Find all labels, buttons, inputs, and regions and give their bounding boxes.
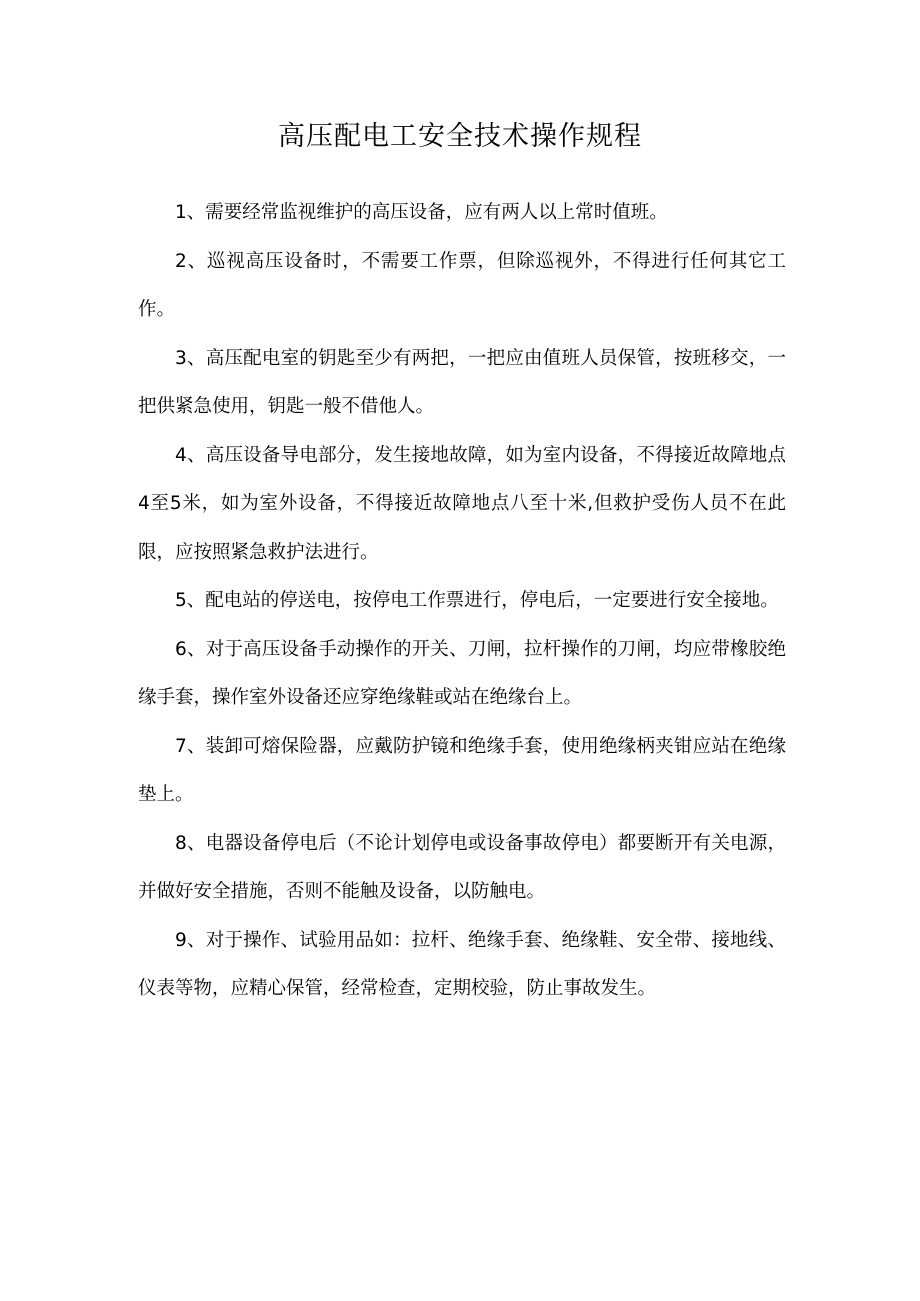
rule-paragraph-1: 1、需要经常监视维护的高压设备，应有两人以上常时值班。 [175,202,668,223]
rule-paragraph-6: 6、对于高压设备手动操作的开关、刀闸，拉杆操作的刀闸，均应带橡胶绝缘手套，操作室外设备还应穿绝缘鞋或站在绝缘台上。 [138,638,786,708]
rule-paragraph-7: 7、装卸可熔保险器，应戴防护镜和绝缘手套，使用绝缘柄夹钳应站在绝缘垫上。 [138,735,786,805]
rule-paragraph-8: 8、电器设备停电后（不论计划停电或设备事故停电）都要断开有关电源，并做好安全措施，否则不能触及设备，以防触电。 [138,832,786,902]
rule-paragraph-3: 3、高压配电室的钥匙至少有两把，一把应由值班人员保管，按班移交，一把供紧急使用，钥匙一般不借他人。 [138,347,786,417]
document-body [138,189,786,1014]
rule-paragraph-9: 9、对于操作、试验用品如：拉杆、绝缘手套、绝缘鞋、安全带、接地线、仪表等物，应精心保管，经常检查，定期校验，防止事故发生。 [138,929,786,999]
rule-paragraph-5: 5、配电站的停送电，按停电工作票进行，停电后，一定要进行安全接地。 [175,590,779,611]
rule-paragraph-4: 4、高压设备导电部分，发生接地故障，如为室内设备，不得接近故障地点4至5米，如为室外设备，不得接近故障地点八至十米,但救护受伤人员不在此限，应按照紧急救护法进行。 [138,444,786,563]
document-title: 高压配电工安全技术操作规程 [278,121,642,152]
rule-paragraph-2: 2、巡视高压设备时，不需要工作票，但除巡视外，不得进行任何其它工作。 [138,250,786,320]
